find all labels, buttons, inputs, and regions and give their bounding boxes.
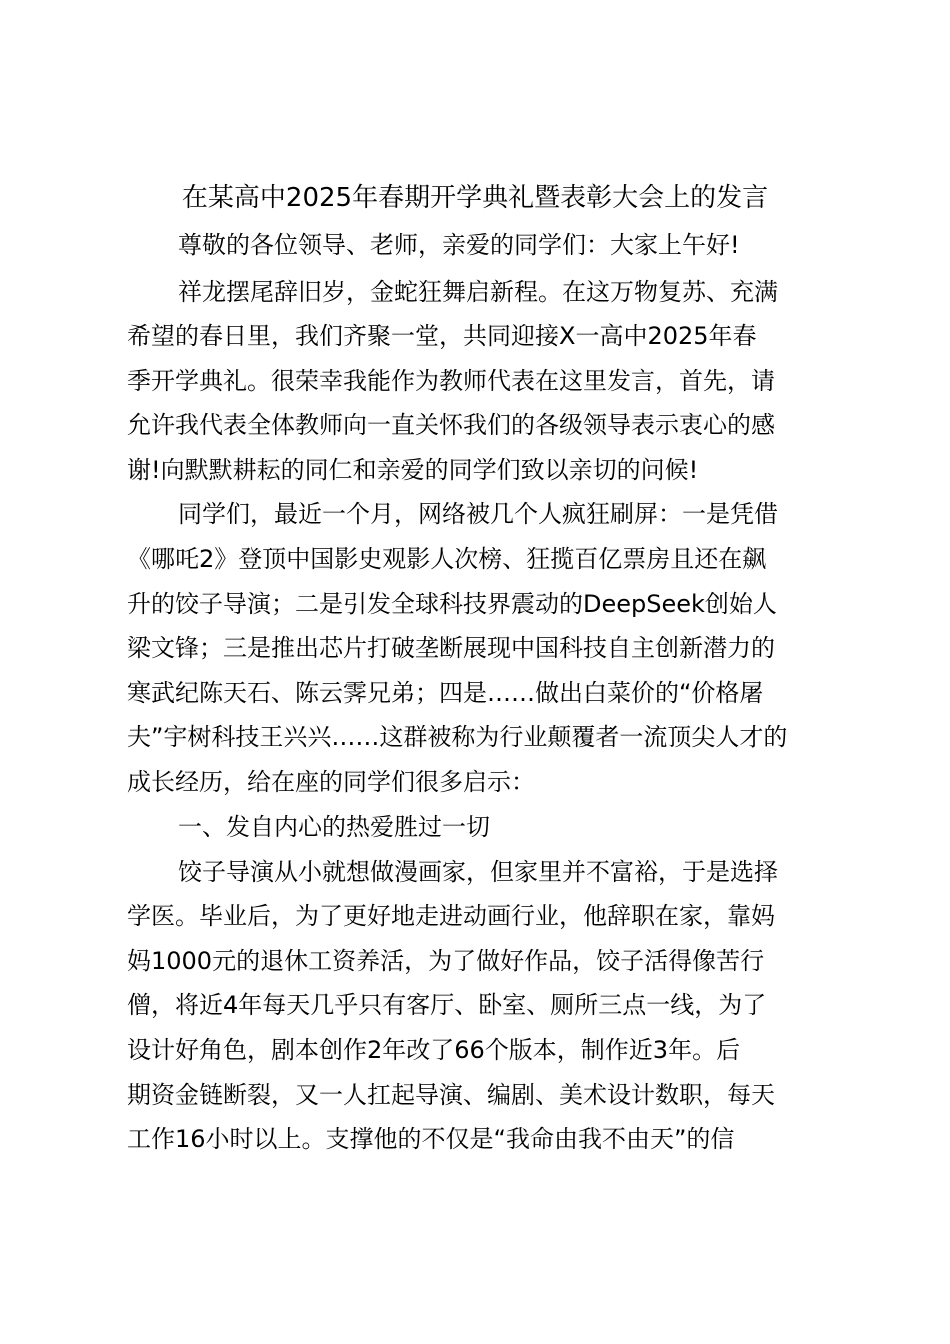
paragraph-line: 同学们，最近一个月，网络被几个人疯狂刷屏：一是凭借 xyxy=(178,500,778,528)
paragraph-line: 希望的春日里，我们齐聚一堂，共同迎接X一高中2025年春 xyxy=(127,322,757,350)
paragraph-line: 升的饺子导演；二是引发全球科技界震动的DeepSeek创始人 xyxy=(127,590,777,618)
paragraph-line: 《哪吒2》登顶中国影史观影人次榜、狂揽百亿票房且还在飙 xyxy=(127,545,767,573)
paragraph-line: 僧，将近4年每天几乎只有客厅、卧室、厕所三点一线，为了 xyxy=(127,991,767,1019)
paragraph-line: 允许我代表全体教师向一直关怀我们的各级领导表示衷心的感 xyxy=(127,411,775,439)
section-heading: 一、发自内心的热爱胜过一切 xyxy=(178,813,490,841)
paragraph-line: 梁文锋；三是推出芯片打破垄断展现中国科技自主创新潜力的 xyxy=(127,634,775,662)
paragraph-line: 季开学典礼。很荣幸我能作为教师代表在这里发言，首先，请 xyxy=(127,367,775,395)
paragraph-line: 期资金链断裂，又一人扛起导演、编剧、美术设计数职，每天 xyxy=(127,1081,775,1109)
paragraph-line: 夫”宇树科技王兴兴……这群被称为行业颠覆者一流顶尖人才的 xyxy=(127,723,788,751)
document-title: 在某高中2025年春期开学典礼暨表彰大会上的发言 xyxy=(181,183,769,213)
paragraph-line: 成长经历，给在座的同学们很多启示： xyxy=(127,768,535,796)
paragraph-line: 妈1000元的退休工资养活，为了做好作品，饺子活得像苦行 xyxy=(127,947,765,975)
salutation-line: 尊敬的各位领导、老师，亲爱的同学们：大家上午好! xyxy=(178,231,740,259)
paragraph-line: 谢!向默默耕耘的同仁和亲爱的同学们致以亲切的问候! xyxy=(127,456,699,484)
paragraph-line: 学医。毕业后，为了更好地走进动画行业，他辞职在家，靠妈 xyxy=(127,902,775,930)
paragraph-line: 饺子导演从小就想做漫画家，但家里并不富裕，于是选择 xyxy=(178,858,778,886)
paragraph-line: 设计好角色，剧本创作2年改了66个版本，制作近3年。后 xyxy=(127,1036,741,1064)
paragraph-line: 寒武纪陈天石、陈云霁兄弟；四是……做出白菜价的“价格屠 xyxy=(127,679,764,707)
paragraph-line: 祥龙摆尾辞旧岁，金蛇狂舞启新程。在这万物复苏、充满 xyxy=(178,278,778,306)
paragraph-line: 工作16小时以上。支撑他的不仅是“我命由我不由天”的信 xyxy=(127,1125,735,1153)
